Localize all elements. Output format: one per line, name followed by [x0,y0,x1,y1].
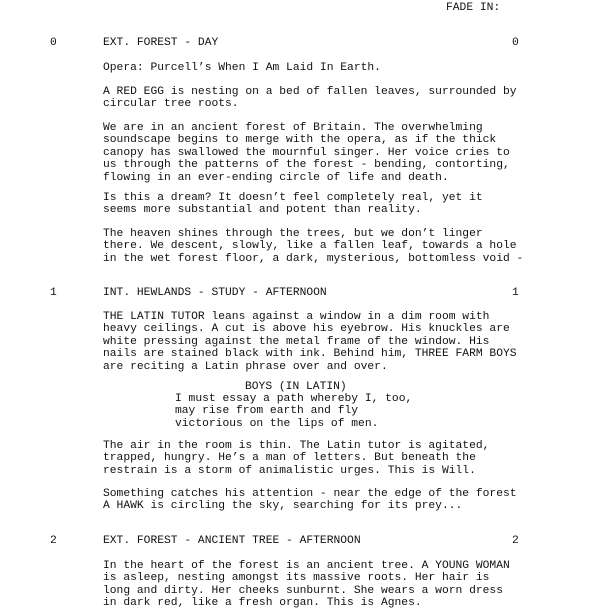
scene-number-right: 1 [512,287,519,299]
dialogue: I must essay a path whereby I, too, may rise from earth and fly victorious on the lips of men. [175,393,413,430]
action-paragraph: THE LATIN TUTOR leans against a window in a dim room with heavy ceilings. A cut is above his eyebrow. His knuckles are white pressing against the metal frame of the window. His nails are stained black with ink. Behind him, THREE FARM BOYS are reciting a Latin phrase over and over. [103,311,517,373]
action-paragraph: The heaven shines through the trees, but we don’t linger there. We descent, slowly, like a fallen leaf, towards a hole in the wet forest floor, a dark, mysterious, bottomless void - [103,228,524,265]
scene-number-left: 1 [50,287,57,299]
scene-number-right: 0 [512,37,519,49]
character-cue: BOYS (IN LATIN) [245,381,347,393]
action-paragraph: In the heart of the forest is an ancient tree. A YOUNG WOMAN is asleep, nesting amongst its massive roots. Her hair is long and dirty. Her cheeks sunburnt. She wears a worn dress in dark red, like a fresh organ. This is Agnes. [103,560,510,610]
scene-number-right: 2 [512,535,519,547]
scene-heading: INT. HEWLANDS - STUDY - AFTERNOON [103,287,327,299]
scene-number-left: 2 [50,535,57,547]
scene-heading: EXT. FOREST - DAY [103,37,219,49]
scene-heading: EXT. FOREST - ANCIENT TREE - AFTERNOON [103,535,361,547]
transition-fade-in: FADE IN: [446,2,501,14]
action-paragraph: Opera: Purcell’s When I Am Laid In Earth. [103,62,381,74]
action-paragraph: A RED EGG is nesting on a bed of fallen leaves, surrounded by circular tree roots. [103,86,517,111]
action-paragraph: Something catches his attention - near the edge of the forest A HAWK is circling the sky, searching for its prey... [103,488,517,513]
action-paragraph: The air in the room is thin. The Latin tutor is agitated, trapped, hungry. He’s a man of letters. But beneath the restrain is a storm of animalistic urges. This is Will. [103,440,490,477]
action-paragraph: Is this a dream? It doesn’t feel completely real, yet it seems more substantial and potent than reality. [103,192,483,217]
scene-number-left: 0 [50,37,57,49]
action-paragraph: We are in an ancient forest of Britain. The overwhelming soundscape begins to merge with the opera, as if the thick canopy has swallowed the mournful singer. Her voice cries to us through the patterns of the forest - bending, contorting, flowing in an ever-ending circle of life and death. [103,122,510,184]
